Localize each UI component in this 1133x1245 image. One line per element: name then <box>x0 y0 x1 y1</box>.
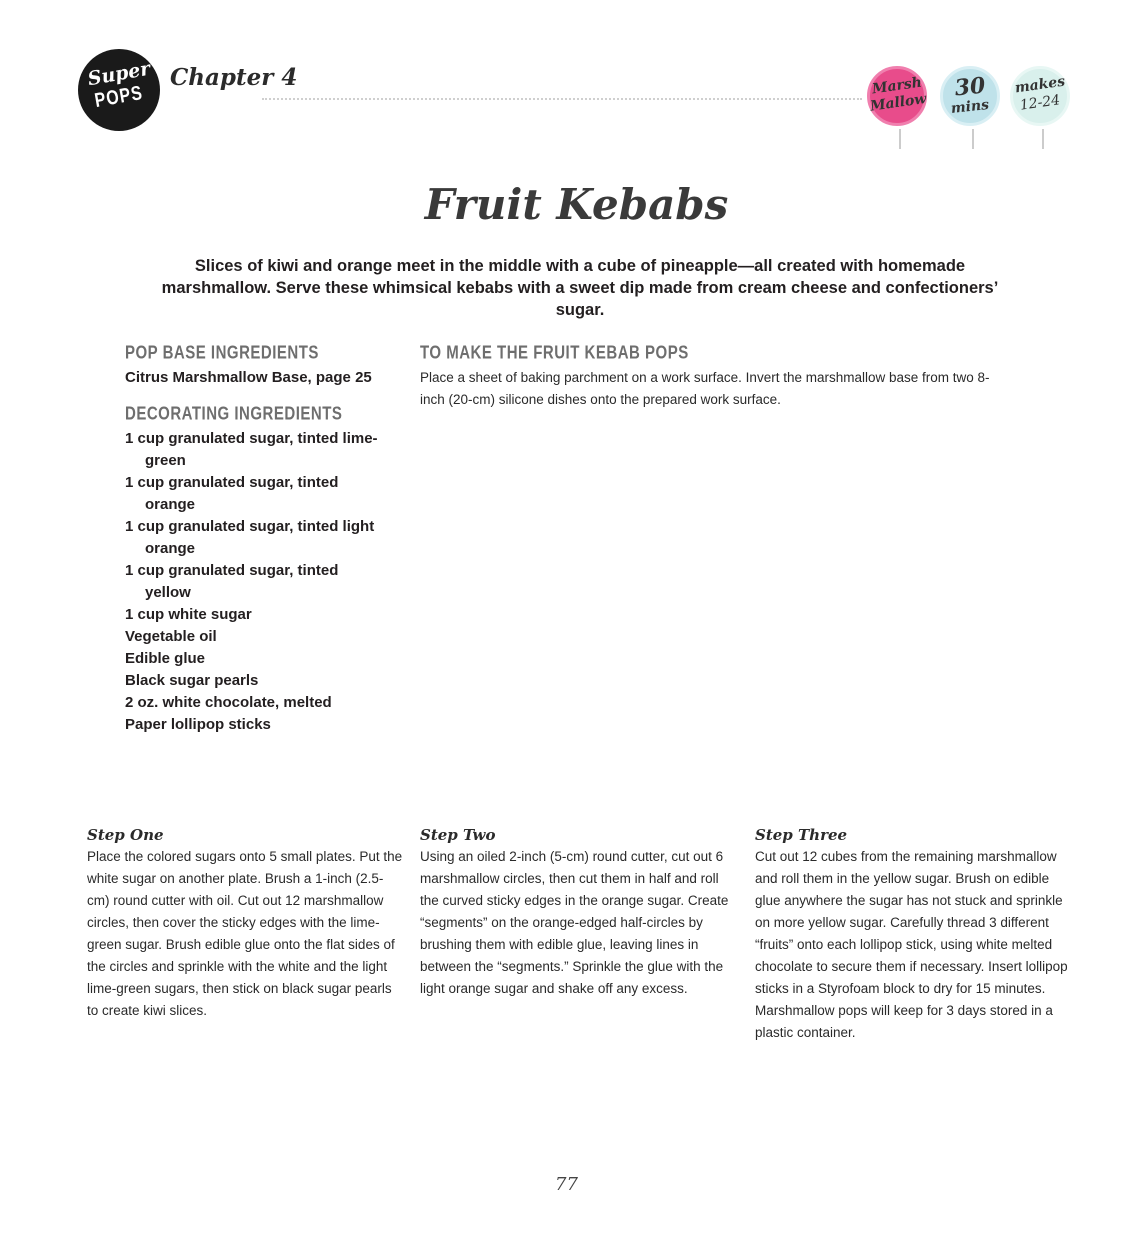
decorating-heading: DECORATING INGREDIENTS <box>125 403 343 425</box>
ingredient-item: 1 cup white sugar <box>125 606 252 623</box>
ingredient-item: 1 cup granulated sugar, tinted orange <box>125 474 339 513</box>
ingredient-item: Citrus Marshmallow Base, page 25 <box>125 369 372 386</box>
method-heading: TO MAKE THE FRUIT KEBAB POPS <box>420 342 689 364</box>
ingredient-item: Vegetable oil <box>125 628 217 645</box>
badge-yield-value: 12-24 <box>1018 92 1062 114</box>
step-title: Step Three <box>755 826 848 844</box>
badge-yield <box>1010 66 1070 126</box>
step-two <box>420 826 738 1000</box>
badge-time-value: 30 <box>953 72 987 102</box>
badge-base-type-line1: Marsh <box>871 74 923 98</box>
ingredients-column <box>125 342 385 736</box>
step-one <box>87 826 405 1022</box>
header-divider <box>262 98 862 100</box>
badge-stick <box>972 129 974 149</box>
step-three <box>755 826 1073 1044</box>
badge-yield-label: makes <box>1013 73 1067 97</box>
method-column <box>420 342 1010 411</box>
ingredient-item: Edible glue <box>125 650 206 667</box>
recipe-title: Fruit Kebabs <box>424 180 729 229</box>
super-pops-logo <box>78 49 160 131</box>
recipe-intro: Slices of kiwi and orange meet in the middle with a cube of pineapple—all created with homemade marshmallow. Serve these whimsical kebabs with a sweet dip made from cream cheese and confectioners’ sugar. <box>161 257 999 319</box>
logo-line-2: POPS <box>93 82 145 113</box>
ingredient-item: 1 cup granulated sugar, tinted yellow <box>125 562 339 601</box>
chapter-label: Chapter 4 <box>170 64 298 91</box>
ingredient-item: Black sugar pearls <box>125 672 259 689</box>
badge-time <box>940 66 1000 126</box>
page-number: 77 <box>555 1174 578 1195</box>
badge-stick <box>899 129 901 149</box>
badge-stick <box>1042 129 1044 149</box>
pop-base-heading: POP BASE INGREDIENTS <box>125 342 319 364</box>
step-text: Cut out 12 cubes from the remaining marshmallow and roll them in the yellow sugar. Brush on edible glue anywhere the sugar has not stuck and sprinkle on more yellow sugar. Carefully thread 3 different “fruits” onto each lollipop stick, using white melted chocolate to secure them if necessary. Insert lollipop sticks in a Styrofoam block to dry for 15 minutes. Marshmallow pops will keep for 3 days stored in a plastic container. <box>755 849 1068 1040</box>
ingredient-item: 1 cup granulated sugar, tinted lime-green <box>125 430 378 469</box>
method-text: Place a sheet of baking parchment on a work surface. Invert the marshmallow base from two 8-inch (20-cm) silicone dishes onto the prepared work surface. <box>420 370 990 407</box>
ingredient-item: Paper lollipop sticks <box>125 716 271 733</box>
step-text: Place the colored sugars onto 5 small plates. Put the white sugar on another plate. Brush a 1-inch (2.5-cm) round cutter with oil. Cut out 12 marshmallow circles, then cover the sticky edges with the lime-green sugar. Brush edible glue onto the flat sides of the circles and sprinkle with the white and the light lime-green sugars, then stick on black sugar pearls to create kiwi slices. <box>87 849 403 1018</box>
ingredient-item: 2 oz. white chocolate, melted <box>125 694 332 711</box>
step-text: Using an oiled 2-inch (5-cm) round cutter, cut out 6 marshmallow circles, then cut them in half and roll the curved sticky edges in the orange sugar. Create “segments” on the orange-edged half-circles by brushing them with edible glue, leaving lines in between the “segments.” Sprinkle the glue with the light orange sugar and shake off any excess. <box>420 849 729 996</box>
ingredient-item: 1 cup granulated sugar, tinted light orange <box>125 518 375 557</box>
badge-base-type <box>867 66 927 126</box>
logo-line-1: Super <box>86 57 152 91</box>
badge-base-type-line2: Mallow <box>869 90 928 115</box>
step-title: Step One <box>87 826 164 844</box>
badge-time-unit: mins <box>950 97 990 117</box>
step-title: Step Two <box>420 826 496 844</box>
